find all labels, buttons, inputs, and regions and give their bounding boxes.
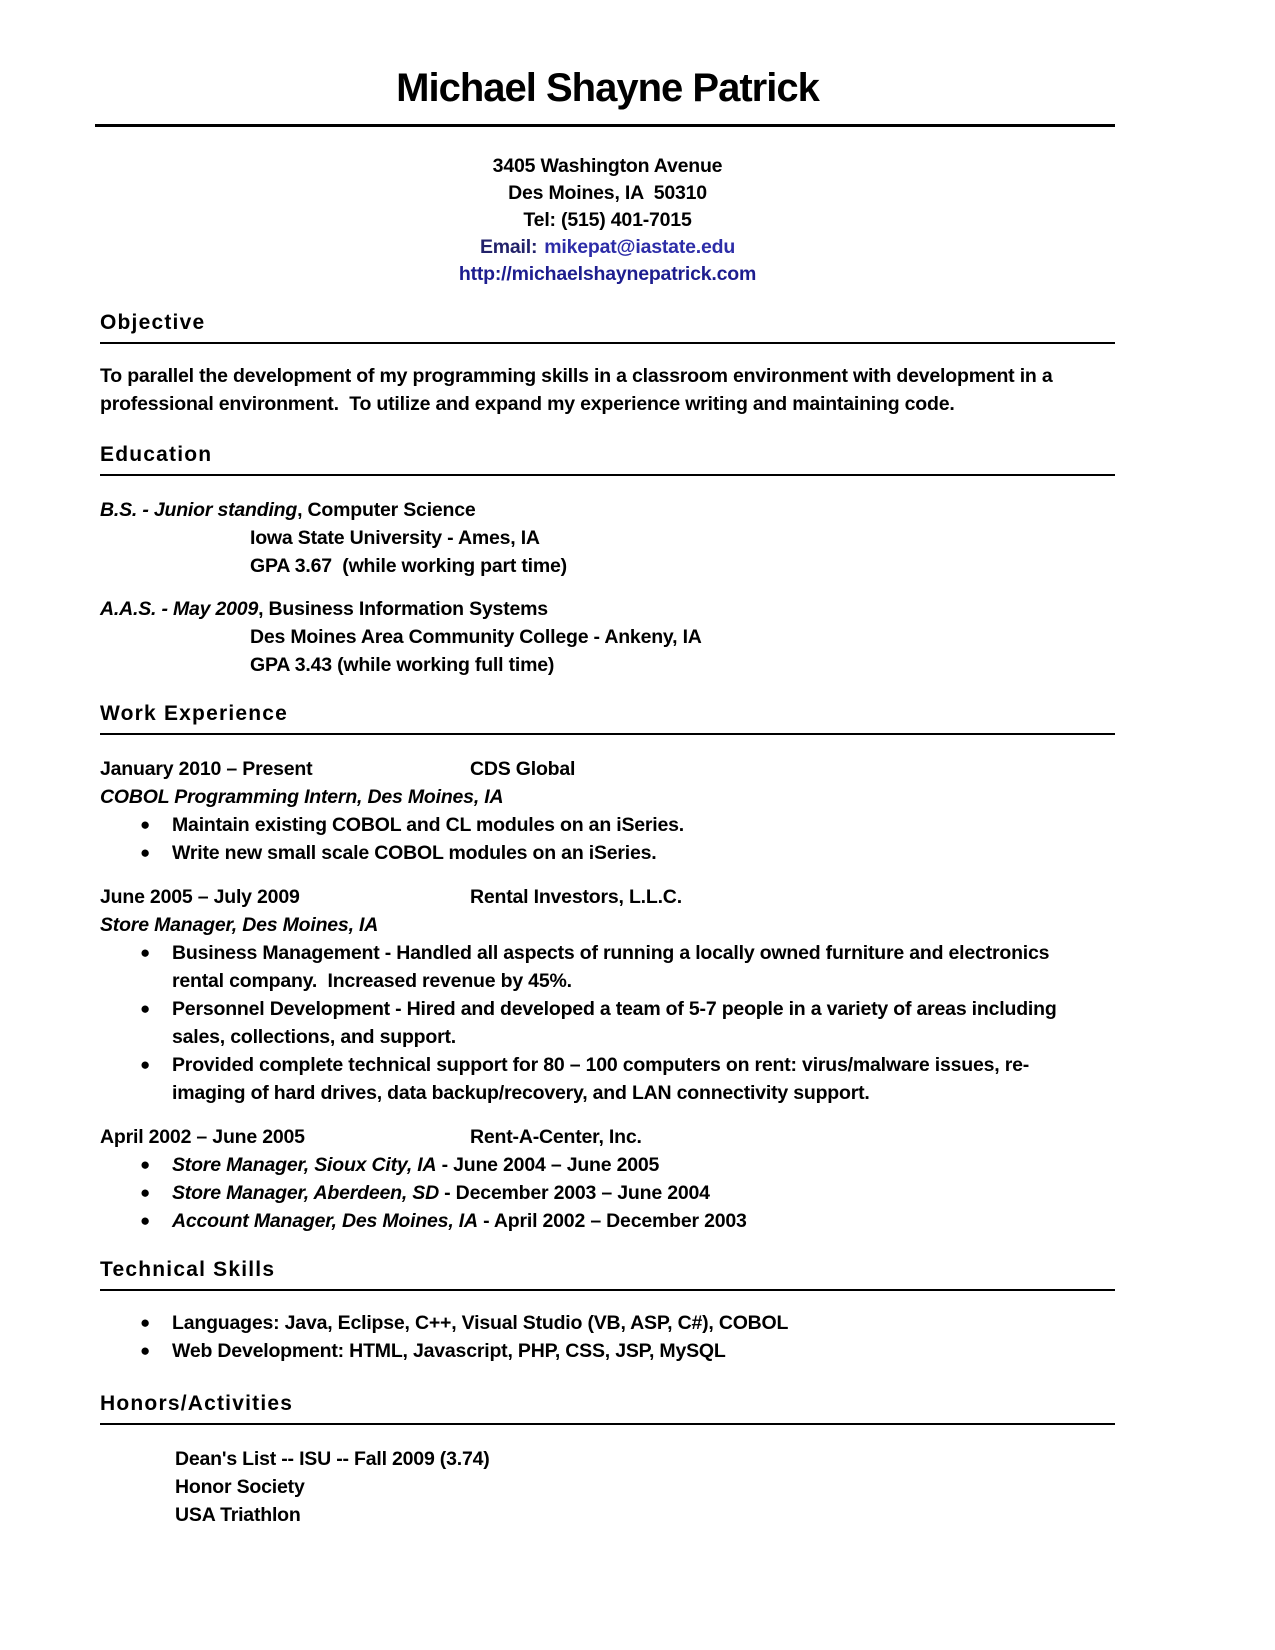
section-work-experience <box>100 701 1115 1235</box>
honors-section-header <box>100 1391 1115 1425</box>
role-title: Store Manager, Aberdeen, SD <box>172 1182 439 1204</box>
job-bullet <box>100 811 1115 839</box>
person-name: Michael Shayne Patrick <box>396 66 819 110</box>
bullet-icon: ● <box>140 1183 151 1202</box>
degree-line <box>100 496 1115 524</box>
job-dates: April 2002 – June 2005 <box>100 1126 305 1148</box>
bullet-text: Web Development: HTML, Javascript, PHP, CSS, JSP, MySQL <box>172 1340 726 1362</box>
address-line-2: Des Moines, IA 50310 <box>508 182 707 204</box>
website-line <box>100 261 1115 288</box>
degree-major: , Business Information Systems <box>258 598 548 620</box>
job-dates: June 2005 – July 2009 <box>100 886 300 908</box>
job-company: Rent-A-Center, Inc. <box>470 1126 642 1148</box>
bullet-text <box>172 1207 747 1235</box>
job-bullet <box>100 839 1115 867</box>
role-dates: - December 2003 – June 2004 <box>438 1182 710 1204</box>
degree-title: A.A.S. - May 2009 <box>100 598 259 620</box>
section-objective <box>100 310 1115 418</box>
job-role: COBOL Programming Intern, Des Moines, IA <box>100 786 504 808</box>
bullet-icon: ● <box>140 1055 151 1074</box>
phone-line: Tel: (515) 401-7015 <box>523 209 692 231</box>
bullet-text: Write new small scale COBOL modules on an iSeries. <box>172 842 657 864</box>
job-dates: January 2010 – Present <box>100 758 313 780</box>
job-entry <box>100 883 1115 1107</box>
degree-title: B.S. - Junior standing <box>100 499 298 521</box>
job-entry <box>100 1123 1115 1235</box>
bullet-icon: ● <box>140 1211 151 1230</box>
job-header <box>100 755 1115 783</box>
bullet-icon: ● <box>140 1313 151 1332</box>
bullet-icon: ● <box>140 815 151 834</box>
technical-skills-section-header <box>100 1257 1115 1291</box>
bullet-text: Business Management - Handled all aspects of running a locally owned furniture and electronics rental company. Increased revenue by 45%. <box>172 942 1055 992</box>
skill-bullet <box>100 1309 1115 1337</box>
job-bullet <box>100 1207 1115 1235</box>
role-title: Account Manager, Des Moines, IA <box>172 1210 478 1232</box>
email-link[interactable]: mikepat@iastate.edu <box>544 236 736 258</box>
education-section-header <box>100 442 1115 476</box>
bullet-text: Languages: Java, Eclipse, C++, Visual Studio (VB, ASP, C#), COBOL <box>172 1312 789 1334</box>
bullet-icon: ● <box>140 1155 151 1174</box>
bullet-text: Provided complete technical support for 80 – 100 computers on rent: virus/malware issues, re-imaging of hard drives, data backup/recovery, and LAN connectivity support. <box>172 1054 1030 1104</box>
skill-bullet <box>100 1337 1115 1365</box>
address-line-1: 3405 Washington Avenue <box>492 155 723 177</box>
honors-line: Dean's List -- ISU -- Fall 2009 (3.74) <box>175 1448 490 1470</box>
work-experience-section-header <box>100 701 1115 735</box>
website-link[interactable]: http://michaelshaynepatrick.com <box>458 263 757 285</box>
job-entry <box>100 755 1115 867</box>
gpa-line: GPA 3.43 (while working full time) <box>250 654 555 676</box>
job-header <box>100 883 1115 911</box>
job-bullet <box>100 1151 1115 1179</box>
bullet-icon: ● <box>140 943 151 962</box>
email-label: Email: <box>479 236 538 258</box>
job-role: Store Manager, Des Moines, IA <box>100 914 379 936</box>
bullet-text: Personnel Development - Hired and developed a team of 5-7 people in a variety of areas including sales, collections, and support. <box>172 998 1062 1048</box>
job-header <box>100 1123 1115 1151</box>
education-heading: Education <box>100 443 213 466</box>
bullet-text <box>172 1151 659 1179</box>
job-company: CDS Global <box>470 758 576 780</box>
role-title: Store Manager, Sioux City, IA <box>172 1154 437 1176</box>
section-honors-activities <box>100 1391 1115 1529</box>
header-rule <box>95 124 1115 127</box>
school-line: Iowa State University - Ames, IA <box>250 527 540 549</box>
contact-block <box>100 153 1115 288</box>
degree-major: , Computer Science <box>297 499 476 521</box>
job-bullet <box>100 1051 1115 1107</box>
degree-line <box>100 595 1115 623</box>
school-line: Des Moines Area Community College - Ankeny, IA <box>250 626 702 648</box>
section-education <box>100 442 1115 679</box>
role-dates: - April 2002 – December 2003 <box>477 1210 747 1232</box>
honors-heading: Honors/Activities <box>100 1392 294 1415</box>
education-item <box>100 595 1115 679</box>
gpa-line: GPA 3.67 (while working part time) <box>250 555 567 577</box>
job-bullet <box>100 1179 1115 1207</box>
role-dates: - June 2004 – June 2005 <box>436 1154 660 1176</box>
honors-line: Honor Society <box>175 1476 305 1498</box>
bullet-text <box>172 1179 710 1207</box>
education-item <box>100 496 1115 580</box>
email-line <box>100 234 1115 261</box>
bullet-text: Maintain existing COBOL and CL modules on an iSeries. <box>172 814 685 836</box>
objective-section-header <box>100 310 1115 344</box>
work-experience-heading: Work Experience <box>100 702 289 725</box>
bullet-icon: ● <box>140 999 151 1018</box>
section-technical-skills <box>100 1257 1115 1365</box>
objective-heading: Objective <box>100 311 206 334</box>
technical-skills-heading: Technical Skills <box>100 1258 276 1281</box>
bullet-icon: ● <box>140 843 151 862</box>
bullet-icon: ● <box>140 1341 151 1360</box>
objective-text: To parallel the development of my programming skills in a classroom environment with development in a professional environment. To utilize and expand my experience writing and maintaining code. <box>100 365 1058 415</box>
job-bullet <box>100 995 1115 1051</box>
honors-line: USA Triathlon <box>175 1504 301 1526</box>
job-company: Rental Investors, L.L.C. <box>470 886 682 908</box>
job-bullet <box>100 939 1115 995</box>
